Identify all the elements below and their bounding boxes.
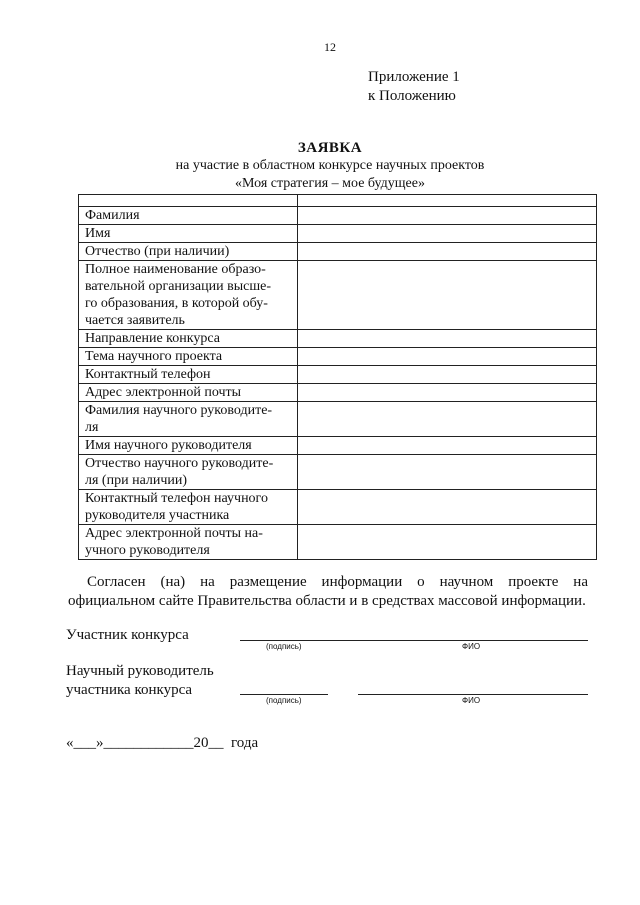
table-header-cell xyxy=(298,195,597,207)
field-label: Направление конкурса xyxy=(79,330,298,348)
appendix-line-2: к Положению xyxy=(368,88,456,104)
participant-signature-caption: (подпись) xyxy=(266,642,302,651)
field-value-cell[interactable] xyxy=(298,525,597,560)
field-value-cell[interactable] xyxy=(298,402,597,437)
field-label: Адрес электронной почты xyxy=(79,384,298,402)
table-header-cell xyxy=(79,195,298,207)
field-value-cell[interactable] xyxy=(298,384,597,402)
field-value-cell[interactable] xyxy=(298,490,597,525)
field-label: Адрес электронной почты на- учного руководителя xyxy=(79,525,298,560)
participant-name-caption: ФИО xyxy=(462,642,481,651)
field-value-cell[interactable] xyxy=(298,225,597,243)
field-label: Отчество научного руководите- ля (при наличии) xyxy=(79,455,298,490)
field-label: Имя научного руководителя xyxy=(79,437,298,455)
consent-text: Согласен (на) на размещение информации о научном проекте на официальном сайте Правительства области и в средствах массовой информации. xyxy=(68,574,588,609)
table-row xyxy=(79,207,597,225)
field-label: Контактный телефон xyxy=(79,366,298,384)
table-row xyxy=(79,243,597,261)
field-label: Контактный телефон научного руководителя участника xyxy=(79,490,298,525)
document-subtitle xyxy=(0,157,640,193)
document-title: ЗАЯВКА xyxy=(297,140,363,156)
table-row xyxy=(79,525,597,560)
subtitle-line-2: «Моя стратегия – мое будущее» xyxy=(235,176,425,191)
field-value-cell[interactable] xyxy=(298,330,597,348)
field-value-cell[interactable] xyxy=(298,366,597,384)
field-label: Имя xyxy=(79,225,298,243)
field-value-cell[interactable] xyxy=(298,207,597,225)
appendix-note xyxy=(368,68,460,106)
field-value-cell[interactable] xyxy=(298,437,597,455)
date-line: «___»____________20__ года xyxy=(66,735,259,751)
appendix-line-1: Приложение 1 xyxy=(368,69,460,85)
supervisor-signature-caption: (подпись) xyxy=(266,696,302,705)
table-row xyxy=(79,490,597,525)
table-row xyxy=(79,402,597,437)
application-form-table xyxy=(78,194,597,560)
field-value-cell[interactable] xyxy=(298,455,597,490)
field-value-cell[interactable] xyxy=(298,348,597,366)
supervisor-name-caption: ФИО xyxy=(462,696,481,705)
supervisor-label-line-1: Научный руководитель xyxy=(66,663,214,679)
field-label: Фамилия научного руководите- ля xyxy=(79,402,298,437)
page-number: 12 xyxy=(324,40,336,54)
table-row xyxy=(79,348,597,366)
table-row xyxy=(79,455,597,490)
table-row xyxy=(79,437,597,455)
field-label: Полное наименование образо- вательной организации высше- го образования, в которой обу- чается заявитель xyxy=(79,261,298,330)
supervisor-label-line-2: участника конкурса xyxy=(66,682,193,698)
table-row xyxy=(79,366,597,384)
table-header-row xyxy=(79,195,597,207)
subtitle-line-1: на участие в областном конкурсе научных проектов xyxy=(175,158,485,173)
field-label: Тема научного проекта xyxy=(79,348,298,366)
field-value-cell[interactable] xyxy=(298,261,597,330)
table-row xyxy=(79,330,597,348)
participant-label: Участник конкурса xyxy=(66,627,189,643)
table-row xyxy=(79,225,597,243)
supervisor-name-line[interactable] xyxy=(358,694,588,695)
table-row xyxy=(79,261,597,330)
supervisor-signature-line[interactable] xyxy=(240,694,328,695)
participant-signature-line[interactable] xyxy=(240,640,588,641)
field-label: Фамилия xyxy=(79,207,298,225)
table-row xyxy=(79,384,597,402)
supervisor-label xyxy=(66,662,214,700)
field-label: Отчество (при наличии) xyxy=(79,243,298,261)
field-value-cell[interactable] xyxy=(298,243,597,261)
